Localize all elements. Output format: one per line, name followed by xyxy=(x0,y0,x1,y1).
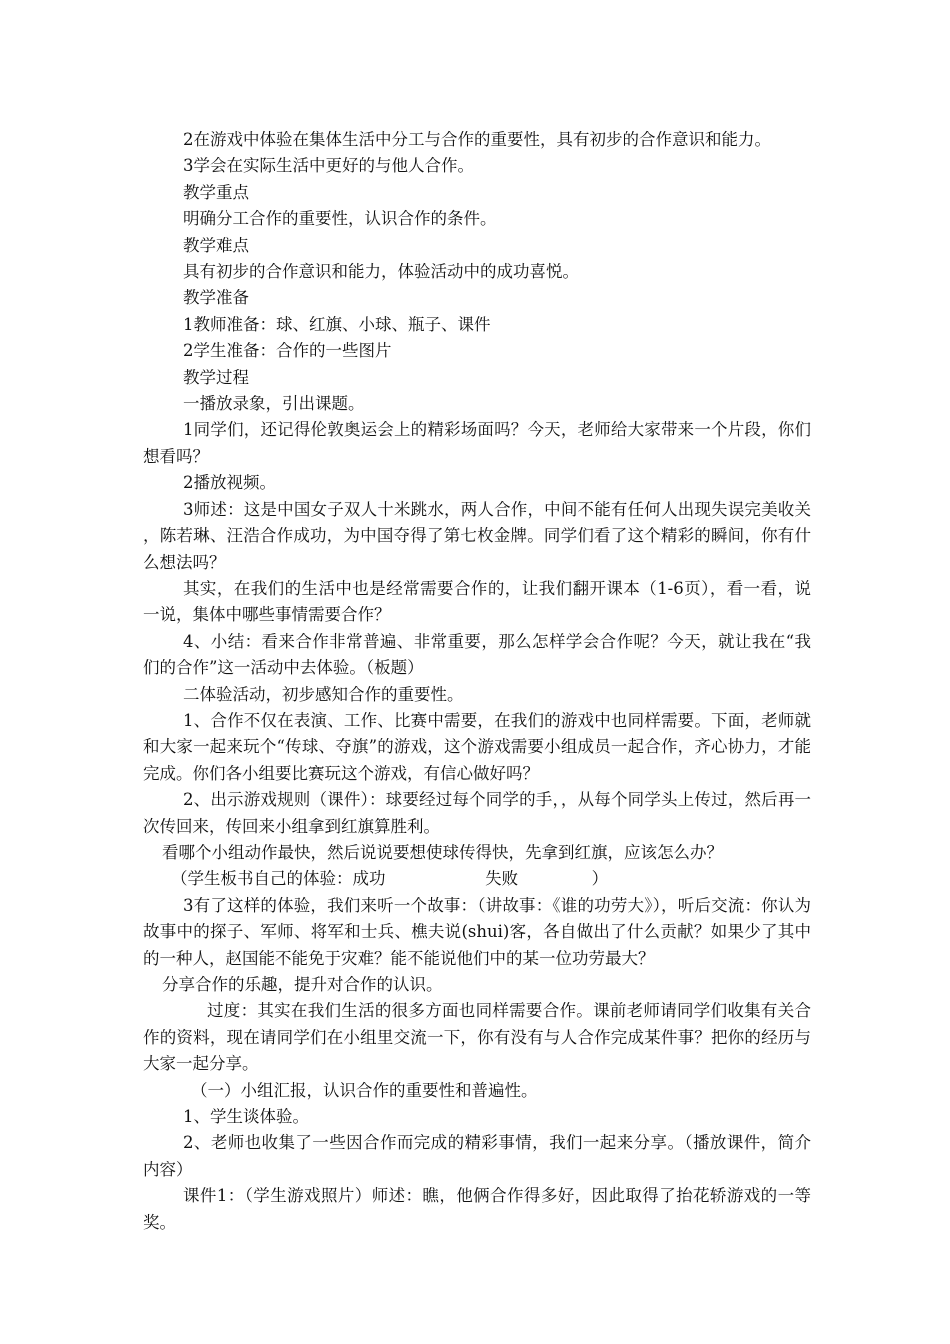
paragraph: 2在游戏中体验在集体生活中分工与合作的重要性，具有初步的合作意识和能力。 xyxy=(183,130,771,149)
section-heading: 教学难点 xyxy=(183,235,249,255)
paragraph: 2播放视频。 xyxy=(183,473,276,493)
paragraph: 2、老师也收集了一些因合作而完成的精彩事情，我们一起来分享。（播放课件，简介内容） xyxy=(143,1133,811,1179)
paragraph: 3师述：这是中国女子双人十米跳水，两人合作，中间不能有任何人出现失误完美收关 ，陈若琳、汪浩合作成功，为中国夺得了第七枚金牌。同学们看了这个精彩的瞬间，你有什么想法吗？ xyxy=(143,499,817,572)
paragraph: 一播放录象，引出课题。 xyxy=(183,394,365,414)
paragraph: 1同学们，还记得伦敦奥运会上的精彩场面吗？今天，老师给大家带来一个片段，你们想看吗？ xyxy=(143,420,811,466)
section-heading: 教学准备 xyxy=(183,288,249,308)
paragraph: 过度：其实在我们生活的很多方面也同样需要合作。课前老师请同学们收集有关合作的资料，现在请同学们在小组里交流一下，你有没有与人合作完成某件事？把你的经历与大家一起分享。 xyxy=(143,1001,811,1074)
paragraph: 1、学生谈体验。 xyxy=(183,1107,309,1127)
section-heading: 教学过程 xyxy=(183,367,249,387)
paragraph: 课件1：（学生游戏照片）师述：瞧，他俩合作得多好，因此取得了抬花轿游戏的一等奖。 xyxy=(143,1186,811,1232)
paragraph: 3学会在实际生活中更好的与他人合作。 xyxy=(183,156,474,176)
paragraph: 1教师准备：球、红旗、小球、瓶子、课件 xyxy=(183,314,491,334)
paragraph: 2、出示游戏规则（课件）：球要经过每个同学的手，，从每个同学头上传过，然后再一次传回来，传回来小组拿到红旗算胜利。 xyxy=(143,790,811,836)
paragraph: （一）小组汇报，认识合作的重要性和普遍性。 xyxy=(191,1080,538,1100)
paragraph: 看哪个小组动作最快，然后说说要想使球传得快，先拿到红旗，应该怎么办？ xyxy=(162,842,723,862)
paragraph: 二体验活动，初步感知合作的重要性。 xyxy=(183,684,464,704)
paragraph: 1、合作不仅在表演、工作、比赛中需要，在我们的游戏中也同样需要。下面，老师就和大家一起来玩个“传球、夺旗”的游戏，这个游戏需要小组成员一起合作，齐心协力，才能完成。你们各小组要比赛玩这个游戏，有信心做好吗？ xyxy=(143,710,811,783)
paragraph: 其实，在我们的生活中也是经常需要合作的，让我们翻开课本（1-6页），看一看，说一说，集体中哪些事情需要合作？ xyxy=(143,578,811,625)
paragraph: （学生板书自己的体验：成功 失败 ） xyxy=(171,869,609,889)
paragraph: 具有初步的合作意识和能力，体验活动中的成功喜悦。 xyxy=(183,262,579,282)
paragraph: 分享合作的乐趣，提升对合作的认识。 xyxy=(162,975,443,994)
document-page xyxy=(143,127,817,1236)
section-heading: 教学重点 xyxy=(183,182,249,202)
paragraph: 2学生准备：合作的一些图片 xyxy=(183,341,392,361)
paragraph: 3有了这样的体验，我们来听一个故事：（讲故事：《谁的功劳大》），听后交流：你认为故事中的探子、军师、将军和士兵、樵夫说(shui)客，各自做出了什么贡献？如果少了其中的一种人，赵国能不能免于灾难？能不能说他们中的某一位功劳最大？ xyxy=(143,895,811,968)
paragraph: 4、小结：看来合作非常普遍、非常重要，那么怎样学会合作呢？今天，就让我在“我们的合作”这一活动中去体验。（板题） xyxy=(143,631,811,678)
paragraph: 明确分工合作的重要性，认识合作的条件。 xyxy=(183,209,497,229)
